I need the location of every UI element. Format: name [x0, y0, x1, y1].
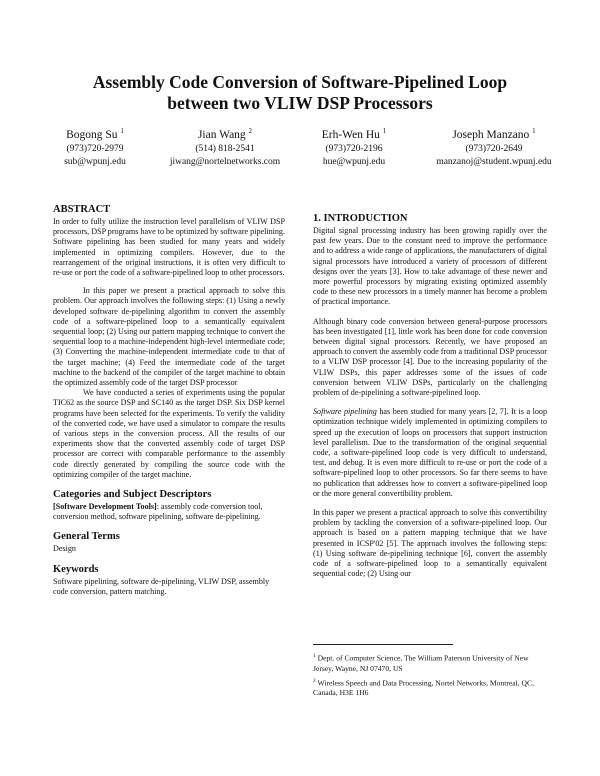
abstract-paragraph-3: We have conducted a series of experiments using the popular TIC62 as the source DSP and SC140 as the target DSP. Six DSP kernel programs have been selected for the experiments. To verify the validity of the converted code, we have used a simulator to compare the results of various steps in the conversion process. All the results of our experiments show that the converted assembly code of target DSP processor are correct with comparable performance to the assembly code directly generated by compiling the source code with the optimizing compiler of the target machine.: [53, 388, 285, 479]
abstract-heading: ABSTRACT: [53, 204, 111, 215]
author-affiliation-mark: 1: [382, 127, 387, 135]
keywords-heading: Keywords: [53, 563, 99, 575]
author-block: [30, 124, 570, 169]
categories-text: [53, 502, 285, 522]
author-affiliation-mark: 1: [120, 127, 124, 135]
author-1: [30, 124, 160, 169]
introduction-paragraph-2: Although binary code conversion between general-purpose processors has been investigated [1], little work has been done for code conversion between digital signal processors. Recently, we have proposed an approach to convert the assembly code from a traditional DSP processor to a VLIW DSP processor [4]. Due to the increasing popularity of the VLIW DSPs, this paper addresses some of the issues of code conversion between VLIW DSPs, particularly on the challenging problem of de-pipelining a software-pipelined loop.: [313, 316, 547, 398]
author-3: [290, 124, 418, 169]
paper-title-line-2: between two VLIW DSP Processors: [167, 93, 433, 113]
author-affiliation-mark: 2: [248, 127, 253, 135]
author-phone: (973)720-2979: [66, 143, 124, 154]
author-name: Erh-Wen Hu: [321, 128, 380, 141]
footnote-mark: 1: [313, 653, 316, 659]
author-name: Jian Wang: [197, 128, 246, 141]
left-column: [53, 204, 285, 597]
author-name: Joseph Manzano: [452, 128, 530, 141]
author-phone: (514) 818-2541: [195, 143, 255, 154]
author-4: [418, 124, 570, 169]
categories-body: : assembly code conversion tool, conversion method, software pipelining, software de-pipelining.: [53, 502, 263, 522]
footnote-mark: 2: [313, 677, 316, 684]
author-email: jiwang@nortelnetworks.com: [169, 156, 281, 167]
author-email: manzanoj@student.wpunj.edu: [436, 156, 552, 167]
paper-title-line-1: Assembly Code Conversion of Software-Pipelined Loop: [92, 72, 508, 92]
author-name: Bogong Su: [66, 128, 118, 141]
introduction-paragraph-4: In this paper we present a practical approach to solve this convertibility problem by tackling the conversion of a software-pipelined loop. Our approach is based on a pattern mapping technique that we have presented in ICSP'02 [5]. The approach involves the following steps: (1) Using software de-pipelining technique [6], convert the assembly code of a software-pipelined loop to a semantically equivalent sequential code; (2) Using our: [313, 508, 547, 579]
term-software-pipelining: Software pipelining: [313, 407, 377, 417]
abstract-paragraph-2: In this paper we present a practical approach to solve this problem. Our approach involves the following steps: (1) Using a newly developed software de-pipelining algorithm to convert the assembly code of a software-pipelined loop to a semantically equivalent sequential loop; (2) Using our pattern mapping technique to convert the sequential loop to a machine-independent high-level intermediate code; (3) Converting the machine-independent intermediate code to that of the target machine; (4) Feed the intermediate code of the target machine to the backend of the compiler of the target machine to obtain the optimized assembly code of the target DSP processor: [53, 286, 285, 388]
categories-heading: Categories and Subject Descriptors: [53, 489, 212, 501]
footnotes: [313, 651, 547, 700]
categories-label: [Software Development Tools]: [53, 502, 157, 512]
introduction-heading: 1. INTRODUCTION: [313, 213, 408, 224]
paper-title: [40, 72, 560, 114]
general-terms-text: Design: [53, 544, 76, 554]
right-column: [313, 213, 547, 580]
author-phone: (973)720-2196: [325, 143, 383, 154]
footnote-text: Wireless Speech and Data Processing, Nortel Networks, Montreal, QC, Canada, H3E 1H6: [313, 678, 535, 698]
author-email: sub@wpunj.edu: [64, 156, 126, 167]
introduction-paragraph-3-body: has been studied for many years [2, 7]. It is a loop optimization technique widely implemented in optimizing compilers to speed up the execution of loops on processors that support instruction level parallelism. Due to the transformation of the original sequential code, a software-pipelined loop code is very difficult to understand, test, and debug. It is even more difficult to re-use or port the code of a software-pipelined loop to other processors. So far there seems to have no publication that addresses how to convert a software-pipelined loop or the more general convertibility problem.: [313, 407, 547, 498]
footnote-divider: [313, 644, 453, 645]
author-2: [160, 124, 290, 169]
introduction-paragraph-3: [313, 407, 547, 499]
author-phone: (973)720-2649: [465, 143, 523, 154]
general-terms-heading: General Terms: [53, 531, 120, 543]
author-affiliation-mark: 1: [532, 127, 536, 135]
introduction-paragraph-1: Digital signal processing industry has been growing rapidly over the past few years. Due to the constant need to improve the performance and to address a wide range of applications, the manufacturers of digital signal processors have introduced a variety of processors of different designs over the years [3]. How to take advantage of these newer and more powerful processors by migrating existing optimized assembly code to these new processors in a timely manner has become a problem of practical importance.: [313, 226, 547, 307]
footnote-2: [313, 676, 547, 699]
keywords-text: Software pipelining, software de-pipelining, VLIW DSP, assembly code conversion, pattern matching.: [53, 576, 270, 596]
footnote-text: Dept. of Computer Science, The William Paterson University of New Jersey, Wayne, NJ 07470, US: [313, 653, 529, 673]
author-email: hue@wpunj.edu: [322, 156, 386, 167]
footnote-1: [313, 651, 547, 674]
abstract-paragraph-1: In order to fully utilize the instruction level parallelism of VLIW DSP processors, DSP programs have to be optimized by software pipelining. Software pipelining has been studied for many years and widely implemented in optimizing compilers. However, due to the rearrangement of the original instructions, it is often very difficult to re-use or port the code of a software-pipelined loop to other processors.: [53, 217, 285, 278]
